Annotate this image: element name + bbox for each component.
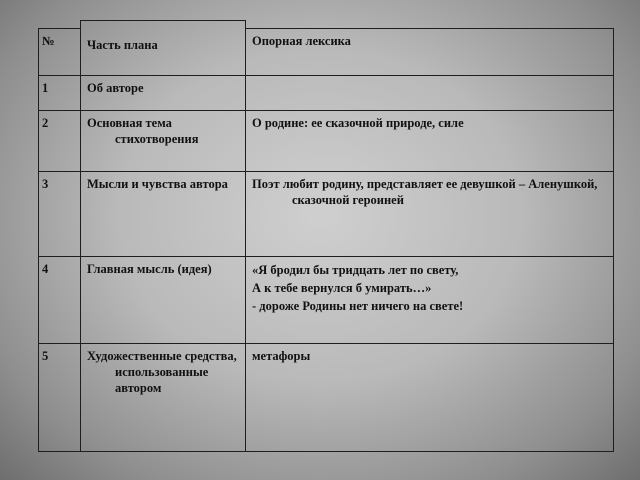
row-1-vocab-cell bbox=[245, 75, 614, 111]
row-2-num-cell bbox=[38, 110, 81, 172]
row-3-num-cell bbox=[38, 171, 81, 257]
row-3-part-cell bbox=[80, 171, 246, 257]
row-4-part-cell bbox=[80, 256, 246, 344]
header-vocab-cell bbox=[245, 28, 614, 76]
row-5-num-cell bbox=[38, 343, 81, 452]
header-part-cell bbox=[80, 20, 246, 76]
row-5-vocab: метафоры bbox=[252, 349, 311, 363]
row-3-num: 3 bbox=[42, 177, 49, 191]
row-2-num: 2 bbox=[42, 116, 49, 130]
row-5-num: 5 bbox=[42, 349, 49, 363]
row-3-vocab-cell bbox=[245, 171, 614, 257]
row-3-vocab: Поэт любит родину, представляет ее девушкой – Аленушкой, сказочной героиней bbox=[252, 177, 598, 207]
row-1-part: Об авторе bbox=[87, 81, 144, 95]
header-num-cell bbox=[38, 28, 81, 76]
row-4-vocab-cell bbox=[245, 256, 614, 344]
row-2-part-cell bbox=[80, 110, 246, 172]
row-2-part: Основная тема стихотворения bbox=[87, 116, 199, 146]
row-1-part-cell bbox=[80, 75, 246, 111]
row-5-part: Художественные средства, использованные автором bbox=[87, 349, 237, 395]
row-2-vocab: О родине: ее сказочной природе, силе bbox=[252, 116, 464, 130]
row-4-num-cell bbox=[38, 256, 81, 344]
header-num: № bbox=[42, 34, 55, 48]
row-1-num-cell bbox=[38, 75, 81, 111]
row-4-num: 4 bbox=[42, 262, 49, 276]
row-4-part: Главная мысль (идея) bbox=[87, 262, 212, 276]
row-2-vocab-cell bbox=[245, 110, 614, 172]
row-5-part-cell bbox=[80, 343, 246, 452]
row-4-vocab-line-1: «Я бродил бы тридцать лет по свету, bbox=[252, 263, 459, 277]
row-4-vocab-line-3: - дороже Родины нет ничего на свете! bbox=[252, 299, 464, 313]
row-1-num: 1 bbox=[42, 81, 49, 95]
row-4-vocab-line-2: А к тебе вернулся б умирать…» bbox=[252, 281, 432, 295]
row-5-vocab-cell bbox=[245, 343, 614, 452]
header-part: Часть плана bbox=[87, 38, 158, 52]
row-3-part: Мысли и чувства автора bbox=[87, 177, 228, 191]
header-vocab: Опорная лексика bbox=[252, 34, 351, 48]
